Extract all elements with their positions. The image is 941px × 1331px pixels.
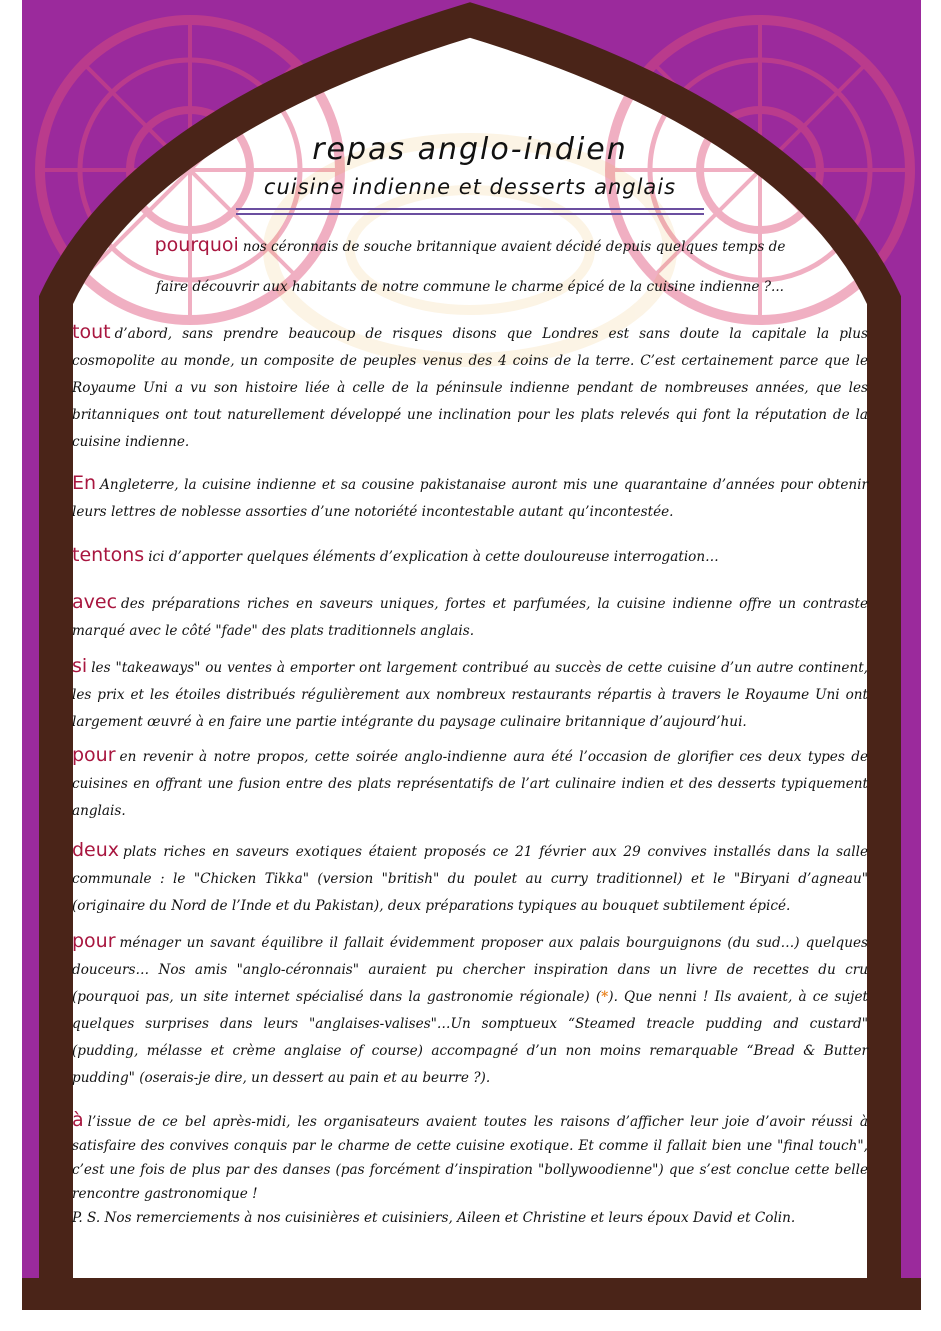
lead-word: pour [72,930,116,952]
title-divider [236,208,704,215]
paragraph [72,837,868,920]
lead-word: tentons [72,544,145,566]
paragraph-text: les "takeaways" ou ventes à emporter ont largement contribué au succès de cette cuisine d’un autre continent, les prix et les étoiles distribués régulièrement aux nombreux restaurants répartis à travers le Royaume Uni ont largement œuvré à en faire une partie intégrante du paysage culinaire britannique d’aujourd’hui. [72,660,868,730]
paragraph-text: des préparations riches en saveurs uniques, fortes et parfumées, la cuisine indienne offre un contraste marqué avec le côté "fade" des plats traditionnels anglais. [72,596,868,639]
lead-word: avec [72,591,118,613]
paragraph [72,542,868,571]
paragraph-text: ici d’apporter quelques éléments d’explication à cette douloureuse interrogation… [148,549,719,565]
paragraph [72,742,868,825]
footnote-star: * [601,989,609,1005]
paragraph-text: l’issue de ce bel après-midi, les organisateurs avaient toutes les raisons d’afficher leur joie d’avoir réussi à satisfaire des convives conquis par le charme de cette cuisine exotique. Et comme il fallait bien une "final touch", c’est une fois de plus par des danses (pas forcément d’inspiration "bollywoodienne") que s’est conclue cette belle rencontre gastronomique ! [72,1114,868,1202]
postscript: P. S. Nos remerciements à nos cuisinières et cuisiniers, Aileen et Christine et leurs époux David et Colin. [72,1210,796,1226]
paragraph-text: Angleterre, la cuisine indienne et sa cousine pakistanaise auront mis une quarantaine d’années pour obtenir leurs lettres de noblesse assorties d’une notoriété incontestable autant qu’incontestée. [72,477,868,520]
paragraph [72,470,868,526]
paragraph [72,589,868,645]
paragraph [72,319,868,456]
page-title: repas anglo-indien [312,132,628,167]
bottom-band [22,1278,921,1310]
lead-word: à [72,1109,84,1131]
paragraph [72,928,868,1092]
lead-word: pourquoi [154,234,239,256]
paragraph [72,653,868,736]
lead-word: si [72,655,88,677]
paragraph-text: nos céronnais de souche britannique avaient décidé depuis quelques temps de faire découvrir aux habitants de notre commune le charme épicé de la cuisine indienne ?... [156,239,786,295]
article [72,120,868,1230]
page-subtitle: cuisine indienne et desserts anglais [263,175,677,199]
paragraph-text: en revenir à notre propos, cette soirée anglo-indienne aura été l’occasion de glorifier ces deux types de cuisines en offrant une fusion entre des plats représentatifs de l’art culinaire indien et des desserts typiquement anglais. [72,749,868,819]
lead-word: pour [72,744,116,766]
paragraph-text: ménager un savant équilibre il fallait évidemment proposer aux palais bourguignons (du sud…) quelques douceurs… Nos amis "anglo-céronnais" auraient pu chercher inspiration dans un livre de recettes du cru (pourquoi pas, un site internet spécialisé dans la gastronomie régionale) ( [72,935,868,1005]
paragraph-text: plats riches en saveurs exotiques étaient proposés ce 21 février aux 29 convives installés dans la salle communale : le "Chicken Tikka" (version "british" du poulet au curry traditionnel) et le "Biryani d’agneau" (originaire du Nord de l’Inde et du Pakistan), deux préparations typiques au bouquet subtilement épicé. [72,844,868,914]
lead-word: tout [72,321,111,343]
lead-word: En [72,472,97,494]
paragraph [72,1108,868,1206]
paragraph-intro [72,225,868,307]
lead-word: deux [72,839,120,861]
paragraph-text: ). Que nenni ! Ils avaient, à ce sujet quelques surprises dans leurs "anglaises-valises"…Un somptueux “Steamed treacle pudding and custard" (pudding, mélasse et crème anglaise of course) accompagné d’un non moins remarquable “Bread & Butter pudding" (oserais-je dire, un dessert au pain et au beurre ?). [72,989,868,1086]
paragraph-text: d’abord, sans prendre beaucoup de risques disons que Londres est sans doute la capitale la plus cosmopolite au monde, un composite de peuples venus des 4 coins de la terre. C’est certainement parce que le Royaume Uni a vu son histoire liée à celle de la péninsule indienne pendant de nombreuses années, que les britanniques ont tout naturellement développé une inclination pour les plats relevés qui font la réputation de la cuisine indienne. [72,326,868,450]
